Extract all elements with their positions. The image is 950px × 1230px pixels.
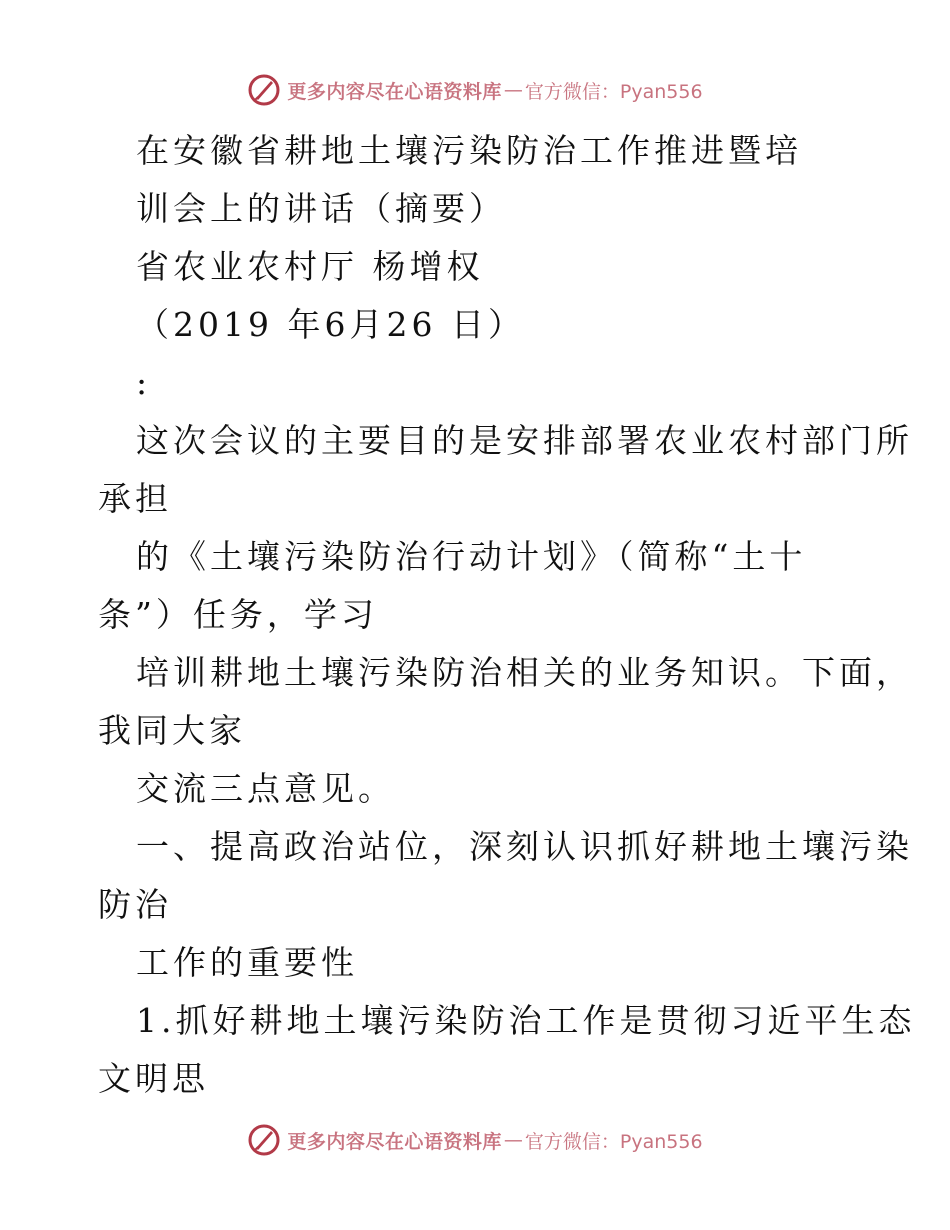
text-line: 防治 [98, 885, 172, 924]
quill-circle-icon [247, 73, 281, 107]
banner-main-text: 更多内容尽在心语资料库 [287, 80, 502, 103]
quill-circle-icon [247, 1123, 281, 1157]
banner-wechat-text: 官方微信：Pyan556 [524, 80, 703, 103]
banner-dash: — [503, 79, 523, 101]
text-line: 交流三点意见。 [136, 769, 395, 808]
footer-watermark-banner [0, 1120, 950, 1160]
text-line: 一、提高政治站位，深刻认识抓好耕地土壤污染 [136, 827, 913, 866]
text-line: 1.抓好耕地土壤污染防治工作是贯彻习近平生态 [136, 1001, 916, 1040]
text-line: （2019 年6月26 日） [136, 305, 525, 344]
document-body [98, 122, 916, 1108]
text-line: 的《土壤污染防治行动计划》（简称“土十 [136, 537, 807, 576]
text-line: 在安徽省耕地土壤污染防治工作推进暨培 [136, 131, 802, 170]
text-line: 工作的重要性 [136, 943, 358, 982]
text-line: 培训耕地土壤污染防治相关的业务知识。下面， [136, 653, 913, 692]
text-line: 训会上的讲话（摘要） [136, 189, 506, 228]
text-line: 我同大家 [98, 711, 246, 750]
text-line: 这次会议的主要目的是安排部署农业农村部门所 [136, 421, 913, 460]
banner-main-text: 更多内容尽在心语资料库 [287, 1130, 502, 1153]
banner-wechat-text: 官方微信：Pyan556 [524, 1130, 703, 1153]
text-line: 承担 [98, 479, 172, 518]
header-watermark-banner [0, 70, 950, 110]
banner-dash: — [503, 1129, 523, 1151]
text-line: : [136, 363, 152, 402]
text-line: 省农业农村厅 杨增权 [136, 247, 484, 286]
text-line: 文明思 [98, 1059, 209, 1098]
text-line: 条”）任务，学习 [98, 595, 378, 634]
